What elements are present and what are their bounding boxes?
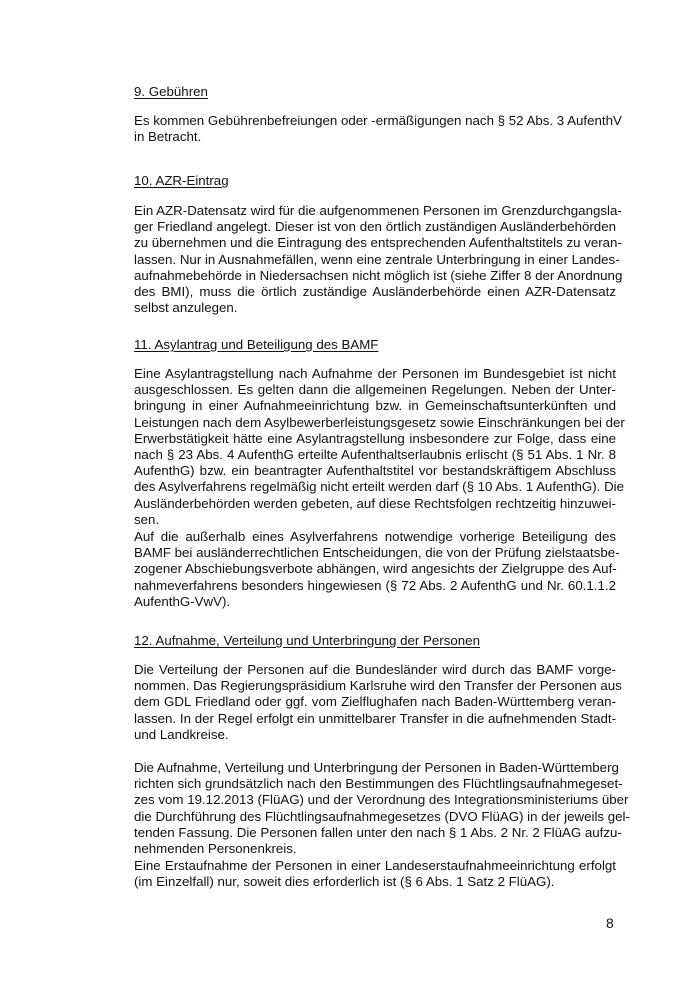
text-line: Auf die außerhalb eines Asylverfahrens notwendige vorherige Beteiligung des (134, 529, 616, 544)
text-line: Es kommen Gebührenbefreiungen oder -ermäßigungen nach § 52 Abs. 3 AufenthV (134, 113, 622, 128)
text-line: Erwerbstätigkeit hätte eine Asylantragstellung insbesondere zur Folge, dass eine (134, 430, 616, 446)
section-heading-9: 9. Gebühren (134, 84, 208, 99)
text-line: selbst anzulegen. (134, 300, 238, 316)
text-line: bringung in einer Aufnahmeeinrichtung bzw. in Gemeinschaftsunterkünften und (134, 398, 616, 414)
text-line: nahmeverfahrens besonders hingewiesen (§ 72 Abs. 2 AufenthG und Nr. 60.1.1.2 (134, 577, 616, 593)
section-12-paragraph-3 (134, 858, 616, 890)
text-line: und Landkreise. (134, 726, 229, 742)
text-line: Die Verteilung der Personen auf die Bundesländer wird durch das BAMF vorge- (134, 662, 616, 677)
text-line: die Durchführung des Flüchtlingsaufnahmegesetzes (DVO FlüAG) in der jeweils gel- (134, 808, 630, 824)
section-12-paragraph-1 (134, 662, 622, 743)
text-line: nommen. Das Regierungspräsidium Karlsruhe wird den Transfer der Personen aus (134, 678, 622, 694)
text-line: AufenthG) bzw. ein beantragter Aufenthaltstitel vor bestandskräftigem Abschluss (134, 463, 616, 479)
section-11-paragraph-1 (134, 366, 625, 528)
text-line: Ausländerbehörden werden gebeten, auf diese Rechtsfolgen rechtzeitig hinzuwei- (134, 495, 616, 511)
text-line: sen. (134, 511, 160, 527)
section-12-paragraph-2 (134, 760, 630, 857)
section-heading-12: 12. Aufnahme, Verteilung und Unterbringung der Personen (134, 633, 480, 648)
text-line: (im Einzelfall) nur, soweit dies erforderlich ist (§ 6 Abs. 1 Satz 2 FlüAG). (134, 874, 555, 890)
text-line: Eine Asylantragstellung nach Aufnahme der Personen im Bundesgebiet ist nicht (134, 366, 616, 381)
text-line: aufnahmebehörde in Niedersachsen nicht möglich ist (siehe Ziffer 8 der Anordnung (134, 267, 623, 283)
text-line: lassen. Nur in Ausnahmefällen, wenn eine zentrale Unterbringung in einer Landes- (134, 251, 620, 267)
text-line: ausgeschlossen. Es gelten dann die allgemeinen Regelungen. Neben der Unter- (134, 382, 616, 398)
text-line: richten sich grundsätzlich nach den Bestimmungen des Flüchtlingsaufnahmegeset- (134, 776, 623, 792)
text-line: tenden Fassung. Die Personen fallen unter den nach § 1 Abs. 2 Nr. 2 FlüAG aufzu- (134, 824, 622, 840)
text-line: nehmenden Personenkreis. (134, 840, 297, 856)
text-line: zu übernehmen und die Eintragung des entsprechenden Aufenthaltstitels zu veran- (134, 235, 622, 251)
text-line: nach § 23 Abs. 4 AufenthG erteilte Aufenthaltserlaubnis erlischt (§ 51 Abs. 1 Nr. 8 (134, 446, 616, 462)
text-line: Die Aufnahme, Verteilung und Unterbringung der Personen in Baden-Württemberg (134, 760, 619, 775)
text-line: Eine Erstaufnahme der Personen in einer Landeserstaufnahmeeinrichtung erfolgt (134, 858, 616, 873)
text-line: des BMI), muss die örtlich zuständige Ausländerbehörde einen AZR-Datensatz (134, 283, 616, 299)
text-line: Leistungen nach dem Asylbewerberleistungsgesetz sowie Einschränkungen bei der (134, 414, 625, 430)
page-number: 8 (606, 915, 614, 931)
text-line: AufenthG-VwV). (134, 593, 231, 609)
section-11-paragraph-2 (134, 529, 620, 610)
text-line: in Betracht. (134, 129, 202, 145)
text-line: BAMF bei ausländerrechtlichen Entscheidungen, die von der Prüfung zielstaatsbe- (134, 545, 620, 561)
text-line: ger Friedland angelegt. Dieser ist von den örtlich zuständigen Ausländerbehörden (134, 219, 616, 235)
text-line: zes vom 19.12.2013 (FlüAG) und der Verordnung des Integrationsministeriums über (134, 792, 629, 808)
section-9-paragraph-1 (134, 113, 622, 145)
section-heading-11: 11. Asylantrag und Beteiligung des BAMF (134, 337, 379, 352)
text-line: dem GDL Friedland oder ggf. vom Zielflughafen nach Baden-Württemberg veran- (134, 694, 616, 710)
text-line: lassen. In der Regel erfolgt ein unmittelbarer Transfer in die aufnehmenden Stadt- (134, 710, 616, 726)
section-heading-10: 10. AZR-Eintrag (134, 173, 229, 188)
text-line: Ein AZR-Datensatz wird für die aufgenommenen Personen im Grenzdurchgangsla- (134, 203, 622, 218)
text-line: des Asylverfahrens regelmäßig nicht erteilt werden darf (§ 10 Abs. 1 AufenthG). Die (134, 479, 625, 495)
section-10-paragraph-1 (134, 203, 623, 316)
text-line: zogener Abschiebungsverbote abhängen, wird angesichts der Zielgruppe des Auf- (134, 561, 617, 577)
